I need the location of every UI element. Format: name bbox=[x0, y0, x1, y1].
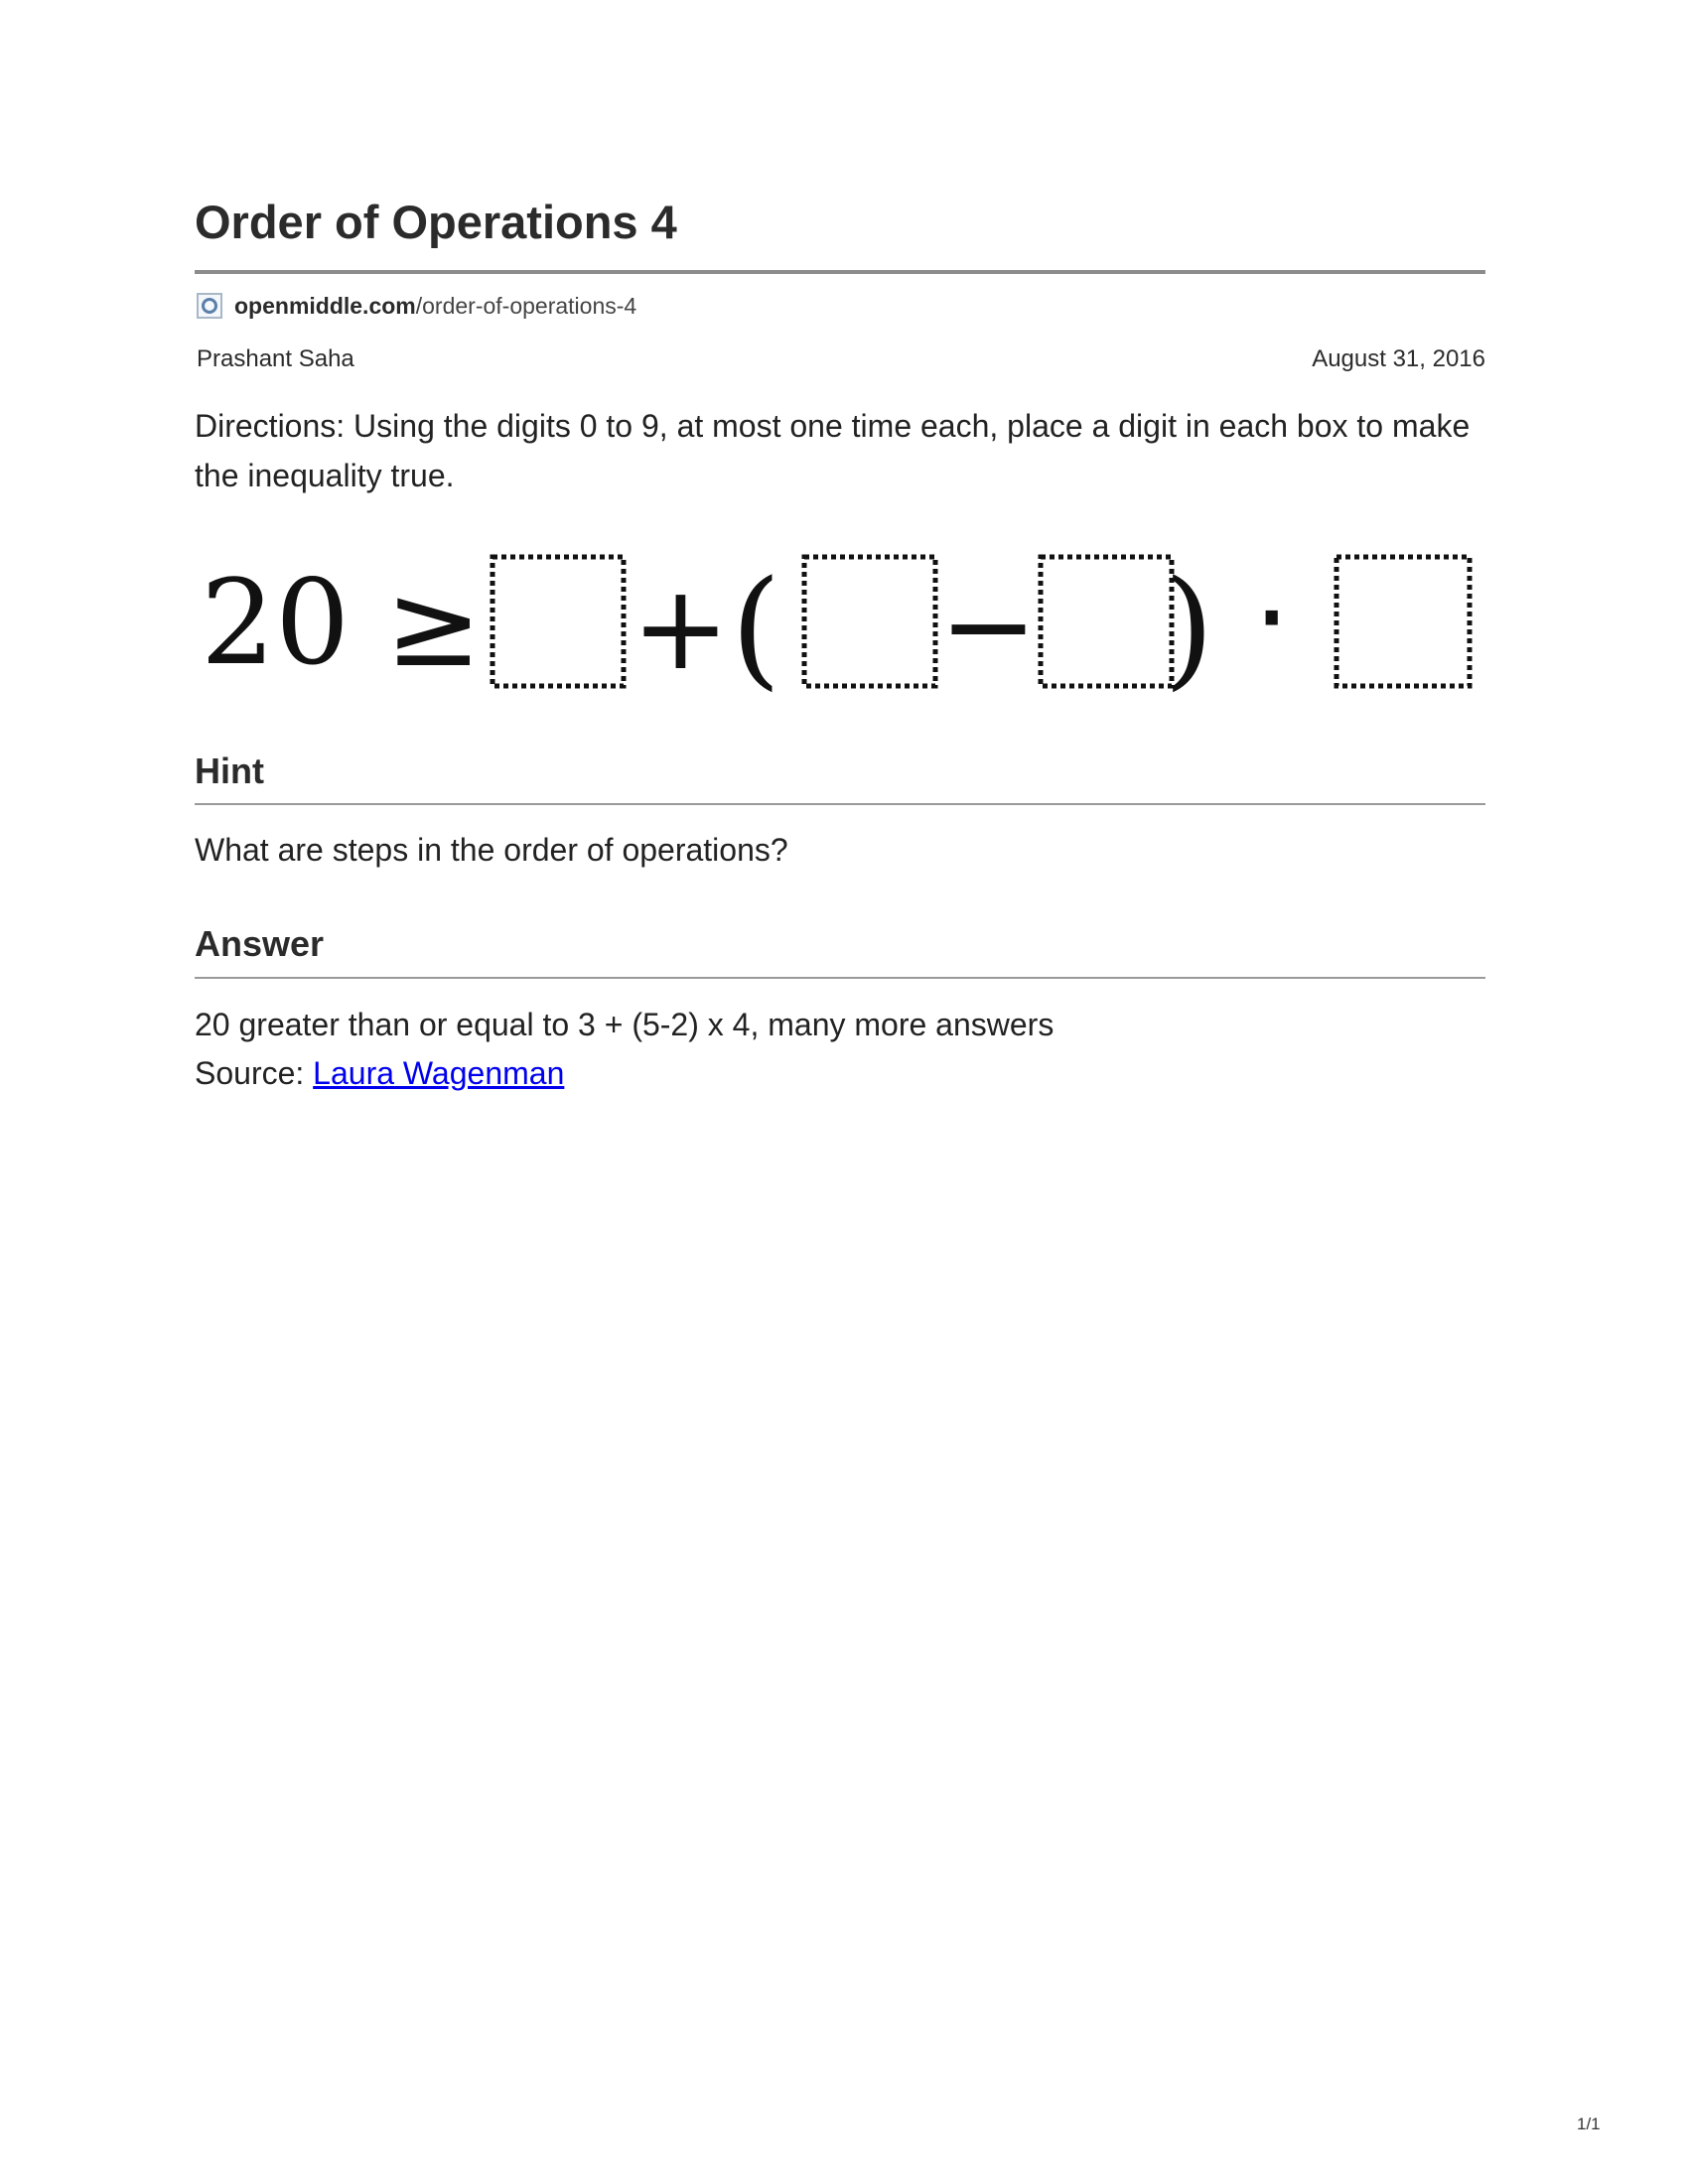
answer-box-1 bbox=[492, 557, 624, 686]
equation-minus: − bbox=[939, 557, 1038, 694]
answer-divider bbox=[195, 977, 1485, 979]
equation-dot: · bbox=[1253, 549, 1291, 686]
hint-heading: Hint bbox=[195, 751, 264, 791]
author-name: Prashant Saha bbox=[197, 345, 354, 372]
source-url[interactable] bbox=[197, 290, 636, 322]
title-divider bbox=[195, 270, 1485, 274]
inequality-equation bbox=[195, 541, 1485, 700]
page-number: 1/1 bbox=[1577, 2115, 1601, 2133]
answer-box-4 bbox=[1336, 557, 1470, 686]
answer-heading: Answer bbox=[195, 923, 325, 964]
equation-plus: + bbox=[632, 559, 730, 696]
equation-close-paren: ) bbox=[1164, 552, 1214, 700]
source-domain[interactable]: openmiddle.com bbox=[234, 292, 416, 319]
answer-box-3 bbox=[1041, 557, 1172, 686]
answer-source bbox=[195, 1055, 564, 1092]
answer-text: 20 greater than or equal to 3 + (5-2) x 4, many more answers bbox=[195, 1007, 1055, 1042]
answer-box-2 bbox=[804, 557, 935, 686]
hint-text: What are steps in the order of operations? bbox=[195, 832, 788, 868]
site-favicon-icon bbox=[197, 293, 222, 319]
equation-relation: ≥ bbox=[385, 559, 483, 693]
directions-text: Directions: Using the digits 0 to 9, at most one time each, place a digit in each box to make the inequality true. bbox=[195, 408, 1471, 493]
page-title: Order of Operations 4 bbox=[195, 196, 677, 248]
source-path[interactable]: /order-of-operations-4 bbox=[415, 292, 637, 319]
equation-left-value: 20 bbox=[201, 554, 351, 691]
hint-divider bbox=[195, 803, 1485, 805]
equation-open-paren: ( bbox=[731, 552, 781, 700]
source-author-link[interactable]: Laura Wagenman bbox=[313, 1055, 565, 1091]
publish-date: August 31, 2016 bbox=[1312, 345, 1485, 372]
answer-source-label: Source: bbox=[195, 1055, 314, 1091]
